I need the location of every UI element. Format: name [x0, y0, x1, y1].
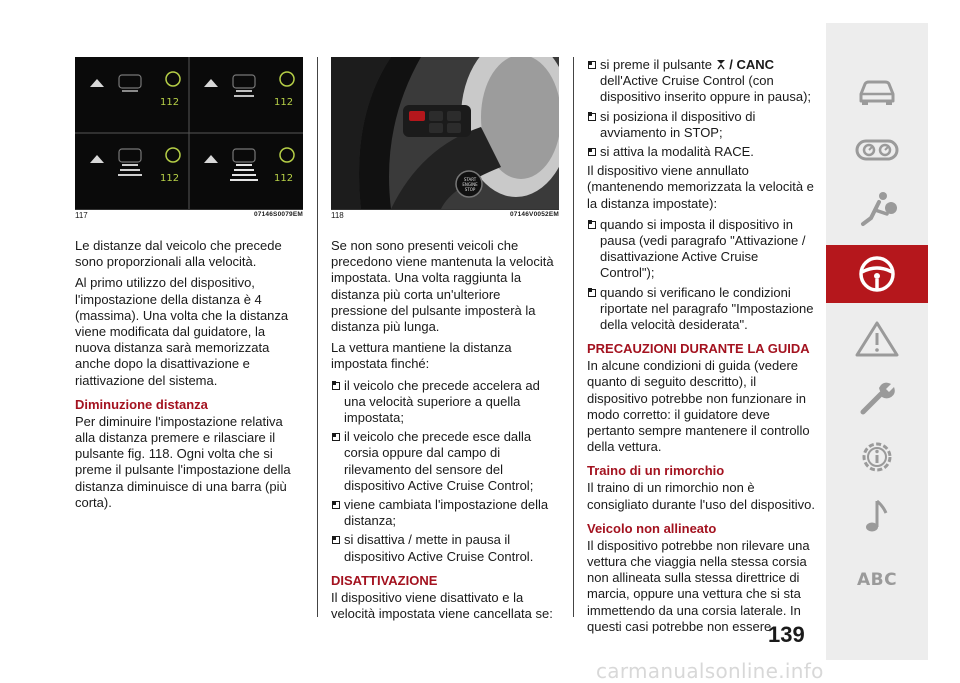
list-item: il veicolo che precede esce dalla corsia oppure dal campo di rilevamento del sensore del dispositivo Active Cruise Control;	[331, 429, 559, 494]
start-stop-button-label: START ENGINE STOP	[462, 177, 478, 192]
sidebar-tab-technical[interactable]	[826, 428, 928, 486]
chapter-sidebar	[826, 23, 928, 660]
checkbox-bullet-icon	[588, 61, 596, 69]
figure-rule	[331, 209, 559, 210]
list-item: si disattiva / mette in pausa il dispositivo Active Cruise Control.	[331, 532, 559, 564]
list-item: il veicolo che precede accelera ad una velocità superiore a quella impostata;	[331, 378, 559, 427]
paragraph: Al primo utilizzo del dispositivo, l'impostazione della distanza è 4 (massima). Una volta che la distanza viene modificata dal guidatore, la nuova distanza sarà memorizzata anche dopo la disattivazione e riattivazione del sistema.	[75, 275, 289, 388]
section-heading: Veicolo non allineato	[587, 520, 717, 536]
column-divider	[573, 57, 574, 617]
checkbox-bullet-icon	[332, 433, 340, 441]
sidebar-tab-index[interactable]	[826, 551, 928, 609]
figure-117-distance-display	[75, 57, 303, 209]
figure-117-caption	[75, 211, 303, 220]
section-heading: Traino di un rimorchio	[587, 463, 725, 479]
column-2	[331, 238, 559, 627]
figure-rule	[75, 209, 303, 210]
sidebar-tab-dashboard[interactable]	[826, 120, 928, 178]
column-3	[587, 57, 815, 640]
steering-wheel-icon	[853, 254, 901, 294]
car-icon	[853, 70, 901, 110]
figure-number: 118	[331, 211, 344, 220]
sidebar-tab-maintenance[interactable]	[826, 369, 928, 427]
checkbox-bullet-icon	[332, 382, 340, 390]
sidebar-tab-driving[interactable]	[826, 245, 928, 303]
paragraph: Per diminuire l'impostazione relativa alla distanza premere e rilasciare il pulsante fig. 118. Ogni volta che si preme il pulsante l'impostazione della distanza diminuisce di una barra (più corta).	[75, 413, 291, 510]
sidebar-tab-safety[interactable]	[826, 179, 928, 237]
cruise-cancel-icon	[716, 58, 726, 69]
speed-readout: 112	[274, 173, 294, 184]
checkbox-bullet-icon	[588, 113, 596, 121]
list-item: quando si imposta il dispositivo in pausa (vedi paragrafo "Attivazione / disattivazione Active Cruise Control");	[587, 217, 815, 282]
distance-bars-illustration	[75, 57, 303, 209]
paragraph: Se non sono presenti veicoli che precedono viene mantenuta la velocità impostata. Una volta raggiunta la distanza più corta un'ulteriore pressione del pulsante imposterà la distanza più lunga.	[331, 238, 554, 335]
sidebar-tab-multimedia[interactable]	[826, 487, 928, 545]
checkbox-bullet-icon	[332, 501, 340, 509]
wrench-icon	[853, 378, 901, 418]
column-1	[75, 238, 303, 516]
paragraph: Il traino di un rimorchio non è consigliato durante l'uso del dispositivo.	[587, 480, 815, 512]
airbag-passenger-icon	[853, 188, 901, 228]
paragraph: Le distanze dal veicolo che precede sono proporzionali alla velocità.	[75, 238, 282, 270]
paragraph: In alcune condizioni di guida (vedere quanto di seguito descritto), il dispositivo potrebbe non funzionare in modo corretto: il guidatore deve pertanto sempre mantenere il controllo della vettura.	[587, 358, 810, 455]
dashboard-gauges-icon	[853, 129, 901, 169]
paragraph: Il dispositivo viene annullato (mantenendo memorizzata la velocità e la distanza impostate):	[587, 163, 814, 211]
cancel-list	[587, 217, 815, 333]
music-note-icon	[853, 496, 901, 536]
watermark: carmanualsonline.info	[596, 659, 824, 683]
conditions-list	[331, 378, 559, 565]
list-item: si posiziona il dispositivo di avviamento in STOP;	[587, 109, 815, 141]
section-heading: PRECAUZIONI DURANTE LA GUIDA	[587, 341, 810, 357]
speed-readout: 112	[160, 173, 180, 184]
gear-info-icon	[853, 437, 901, 477]
list-item: si preme il pulsante / CANC dell'Active Cruise Control (con dispositivo inserito oppure in pausa);	[587, 57, 815, 106]
speed-readout: 112	[274, 97, 294, 108]
list-item: quando si verificano le condizioni riportate nel paragrafo "Impostazione della velocità desiderata".	[587, 285, 815, 334]
steering-wheel-illustration	[331, 57, 559, 209]
warning-triangle-icon	[853, 319, 901, 359]
figure-118-steering-wheel-photo	[331, 57, 559, 209]
paragraph: Il dispositivo potrebbe non rilevare una vettura che viaggia nella stessa corsia non allineata sulla stessa direttrice di marcia, oppure una vettura che si sta immettendo da una corsia laterale. In questi casi potrebbe non essere	[587, 537, 810, 634]
figure-number: 117	[75, 211, 88, 220]
figure-code: 07146V0052EM	[509, 211, 559, 218]
deactivation-list	[587, 57, 815, 160]
paragraph: La vettura mantiene la distanza impostata finché:	[331, 340, 512, 372]
figure-code: 07146S0079EM	[253, 211, 303, 218]
checkbox-bullet-icon	[588, 148, 596, 156]
figure-118-caption	[331, 211, 559, 220]
section-heading: Diminuzione distanza	[75, 396, 208, 412]
list-item: si attiva la modalità RACE.	[587, 144, 815, 160]
paragraph: Il dispositivo viene disattivato e la velocità impostata viene cancellata se:	[331, 589, 553, 622]
page-number: 139	[768, 622, 805, 647]
column-divider	[317, 57, 318, 617]
list-item: viene cambiata l'impostazione della distanza;	[331, 497, 559, 529]
checkbox-bullet-icon	[332, 536, 340, 544]
speed-readout: 112	[160, 97, 180, 108]
checkbox-bullet-icon	[588, 221, 596, 229]
checkbox-bullet-icon	[588, 289, 596, 297]
sidebar-tab-emergency[interactable]	[826, 310, 928, 368]
abc-index-label: ABC	[856, 570, 898, 590]
sidebar-tab-car[interactable]	[826, 61, 928, 119]
section-heading: DISATTIVAZIONE	[331, 572, 438, 588]
